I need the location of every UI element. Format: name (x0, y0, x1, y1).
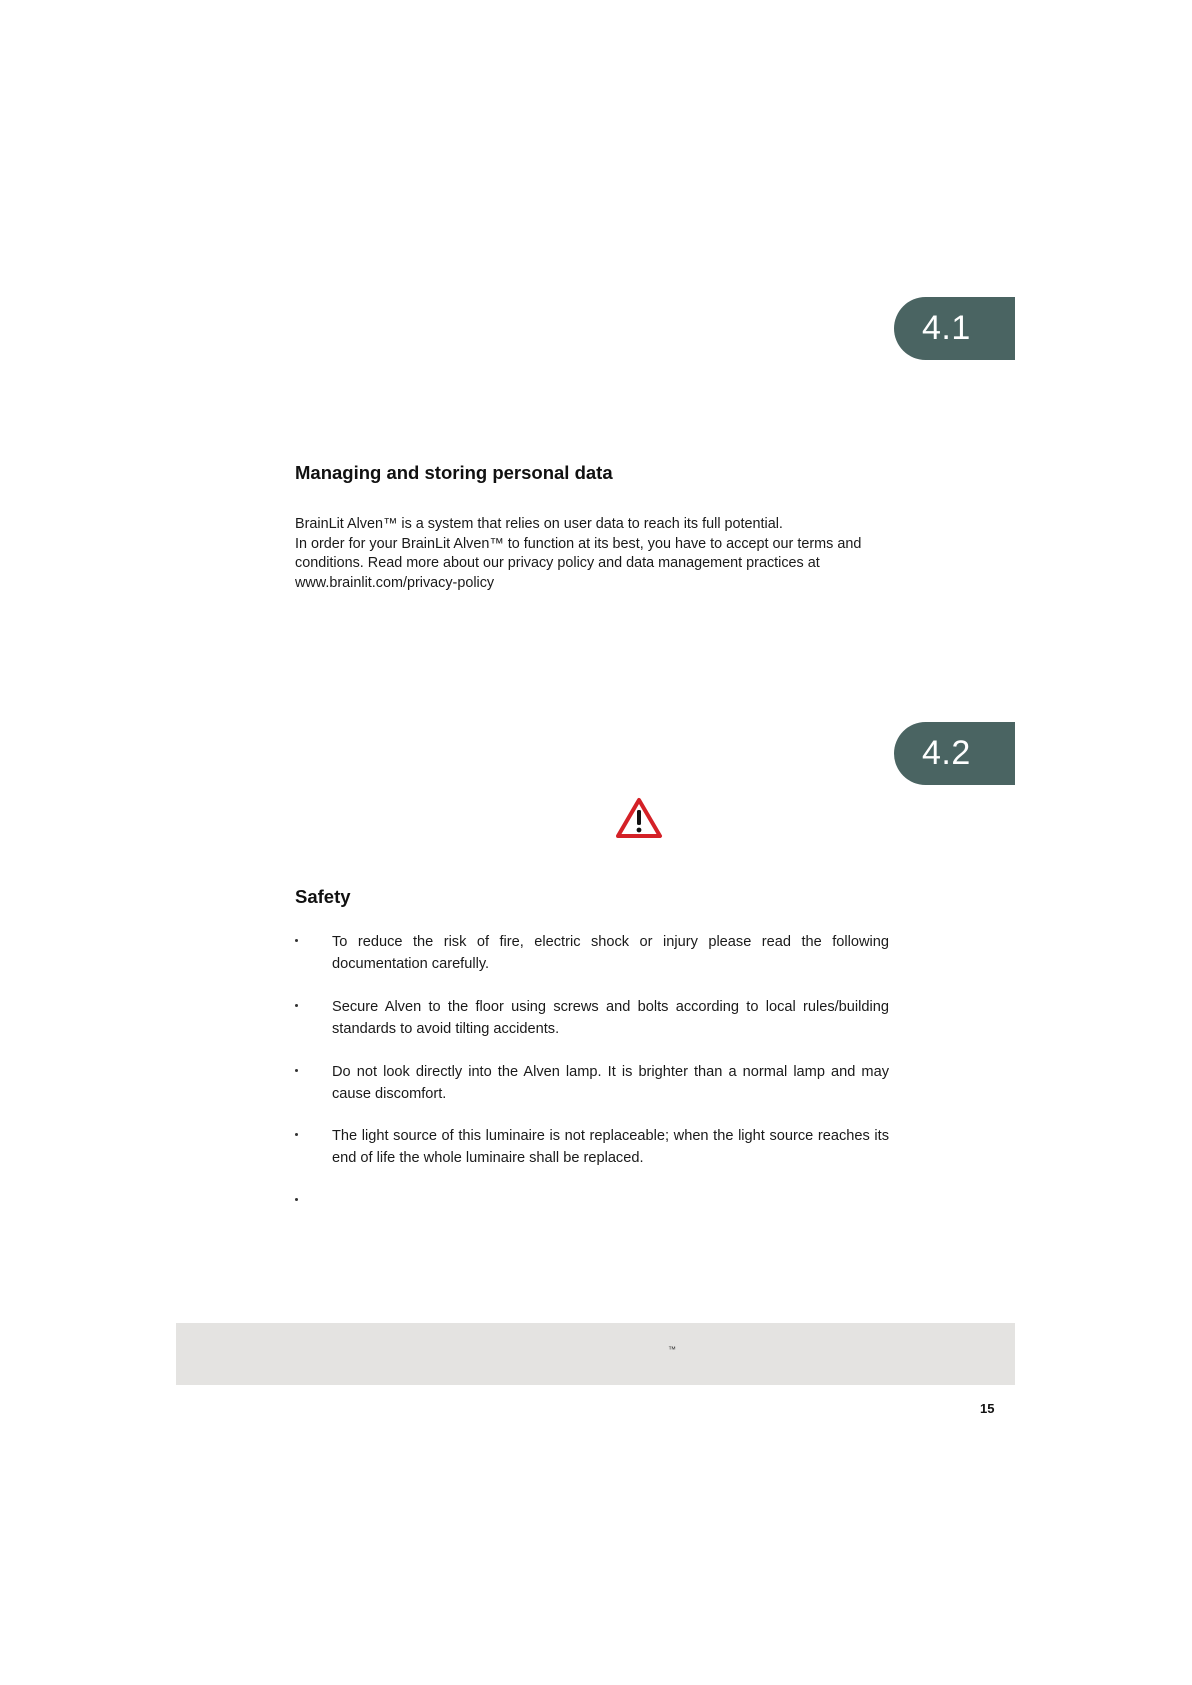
section-number: 4.2 (922, 734, 971, 772)
safety-item-text: Do not look directly into the Alven lamp. It is brighter than a normal lamp and may cause discomfort. (332, 1064, 889, 1102)
bullet-dot (295, 939, 298, 942)
warning-triangle-icon (615, 797, 663, 839)
privacy-policy-link-text: www.brainlit.com/privacy-policy (295, 574, 495, 591)
bullet-dot (295, 1069, 298, 1072)
bullet-dot (295, 1198, 298, 1201)
paragraph-line: BrainLit Alven™ is a system that relies on user data to reach its full potential. (295, 516, 783, 532)
safety-item-text: Secure Alven to the floor using screws and bolts according to local rules/building standards to avoid tilting accidents. (332, 999, 889, 1037)
paragraph-line: In order for your BrainLit Alven™ to function at its best, you have to accept our terms and (295, 535, 862, 552)
safety-item-text: To reduce the risk of fire, electric shock or injury please read the following documentation carefully. (332, 934, 889, 972)
footer-trademark: ™ (668, 1345, 676, 1354)
section-number: 4.1 (922, 309, 971, 347)
section-number-tab (894, 722, 1015, 785)
section-number-tab (894, 297, 1015, 360)
page-number: 15 (980, 1401, 995, 1416)
bullet-dot (295, 1004, 298, 1007)
safety-item-text: The light source of this luminaire is not replaceable; when the light source reaches its end of life the whole luminaire shall be replaced. (332, 1128, 889, 1166)
privacy-paragraph (295, 515, 915, 593)
footer-band (176, 1323, 1015, 1385)
paragraph-line: conditions. Read more about our privacy policy and data management practices at (295, 555, 820, 571)
bullet-dot (295, 1133, 298, 1136)
section-heading: Safety (295, 886, 351, 907)
section-heading: Managing and storing personal data (295, 462, 613, 483)
